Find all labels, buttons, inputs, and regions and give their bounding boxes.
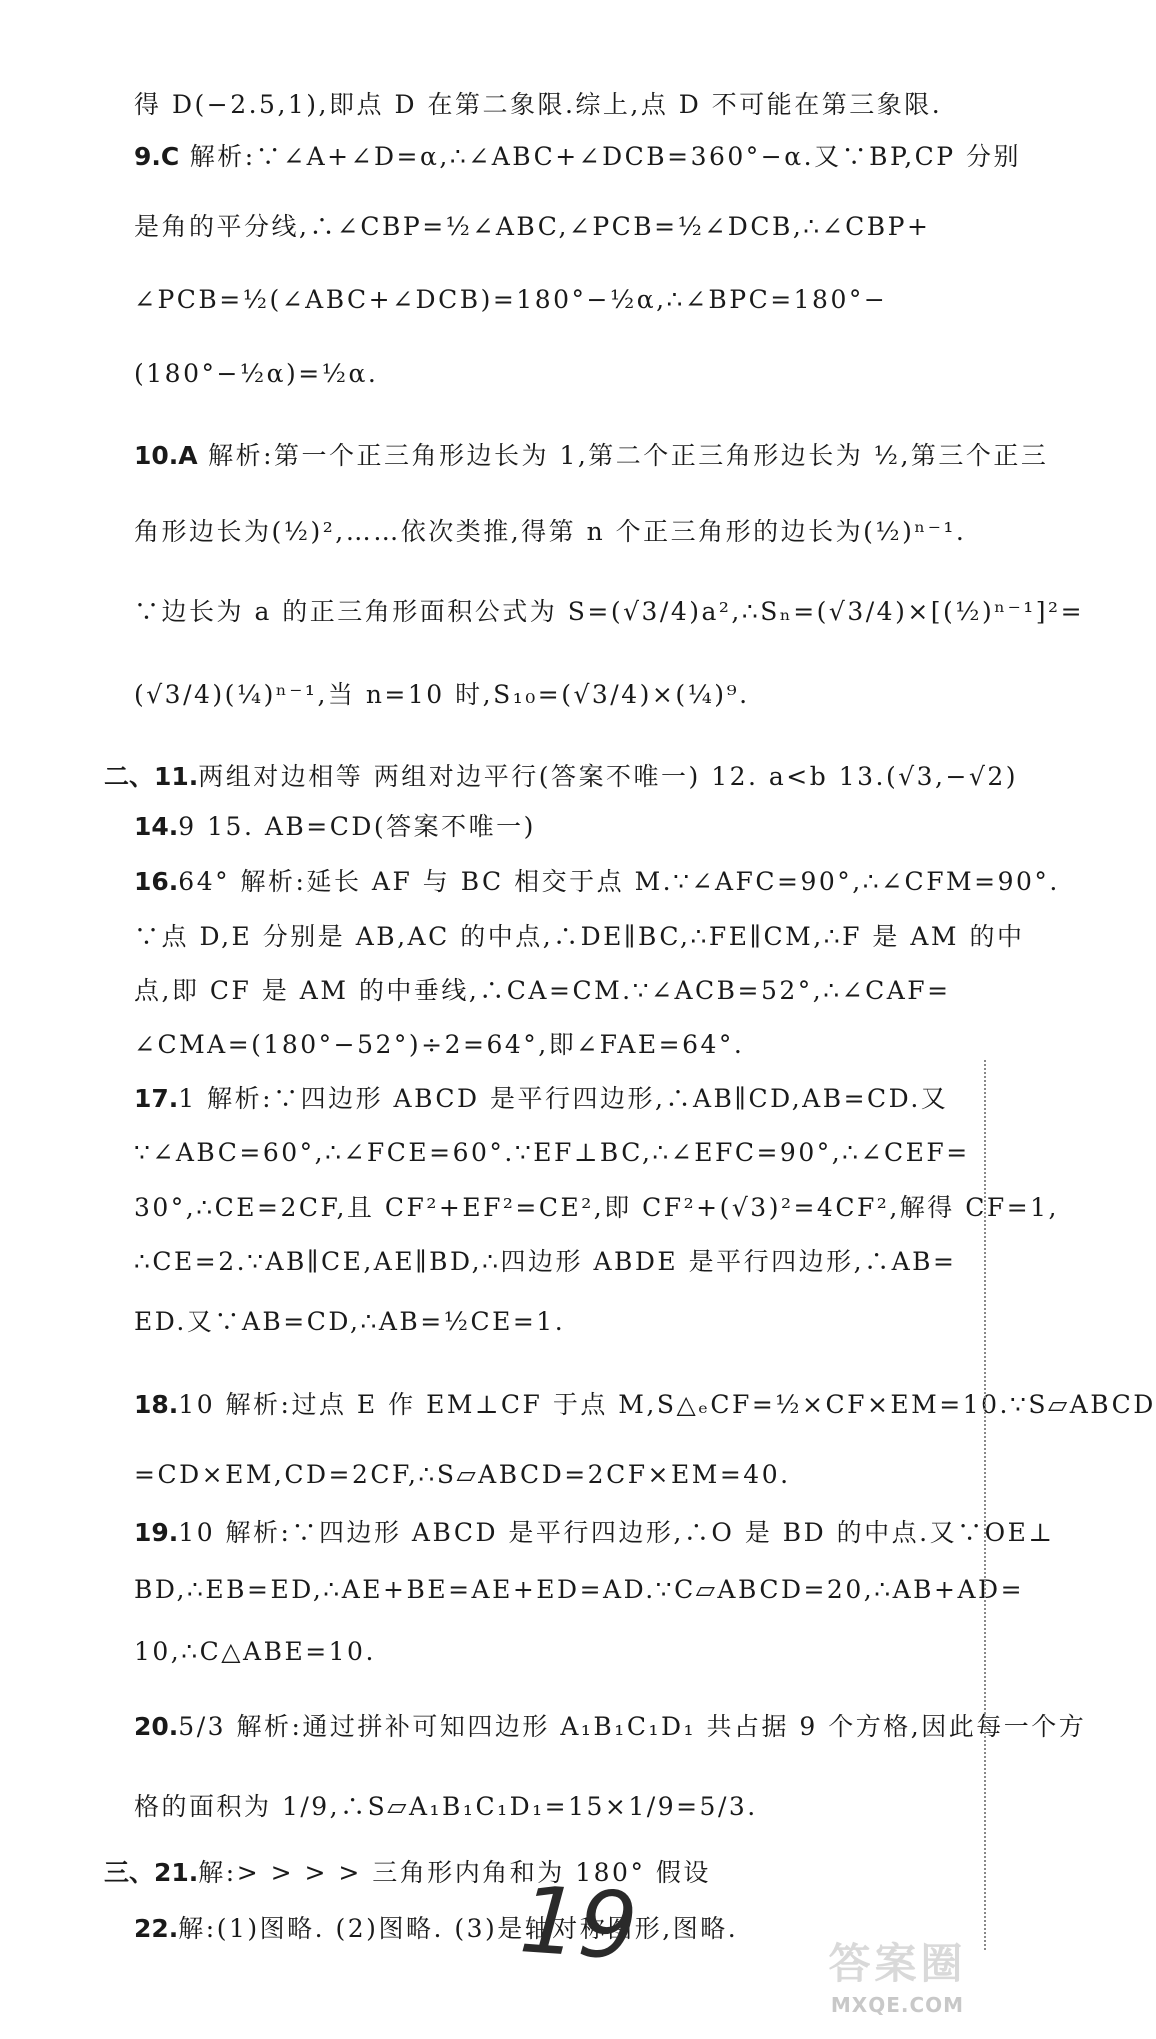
line-content: 10 解析:∵四边形 ABCD 是平行四边形,∴O 是 BD 的中点.又∵OE⊥ [178,1518,1055,1547]
text-line [0,283,1134,317]
text-line [0,760,1104,794]
text-line [0,88,1134,122]
handwritten-page-number: 19 [516,1866,641,1981]
text-line [0,1305,1134,1339]
line-content: BD,∴EB=ED,∴AE+BE=AE+ED=AD.∵C▱ABCD=20,∴AB+AD= [134,1575,1025,1604]
line-content: 10,∴C△ABE=10. [134,1637,376,1666]
text-line [0,595,1134,629]
line-content: 解析:∵∠A+∠D=α,∴∠ABC+∠DCB=360°−α.又∵BP,CP 分别 [179,142,1022,171]
text-line [0,1710,1134,1744]
question-number: 14. [134,812,179,841]
text-line [0,1191,1134,1225]
line-content: ED.又∵AB=CD,∴AB=½CE=1. [134,1307,566,1336]
question-number: 22. [134,1914,179,1943]
line-content: 9 15. AB=CD(答案不唯一) [178,812,536,841]
text-line [0,1516,1134,1550]
line-content: ∠CMA=(180°−52°)÷2=64°,即∠FAE=64°. [134,1030,745,1059]
text-line [0,1082,1134,1116]
watermark-url: MXQE.COM [830,1993,965,2017]
line-content: ∵∠ABC=60°,∴∠FCE=60°.∵EF⊥BC,∴∠EFC=90°,∴∠CEF= [134,1138,970,1167]
question-number: 三、21. [104,1858,199,1887]
text-line [0,1635,1134,1669]
text-line [0,974,1134,1008]
text-line [0,439,1134,473]
watermark-logo [805,1935,990,2035]
line-content: 1 解析:∵四边形 ABCD 是平行四边形,∴AB∥CD,AB=CD.又 [178,1084,949,1113]
text-line [0,1458,1134,1492]
question-number: 20. [134,1712,179,1741]
line-content: 解:(1)图略. (2)图略. (3)是轴对称图形,图略. [178,1914,739,1943]
text-line [0,1136,1134,1170]
text-line [0,1388,1156,1422]
line-content: =CD×EM,CD=2CF,∴S▱ABCD=2CF×EM=40. [134,1460,791,1489]
line-content: ∵边长为 a 的正三角形面积公式为 S=(√3/4)a²,∴Sₙ=(√3/4)×[(½)ⁿ⁻¹]²= [134,597,1085,626]
line-content: 解:> > > > 三角形内角和为 180° 假设 [198,1858,711,1887]
question-number: 10.A [134,441,198,470]
line-content: 点,即 CF 是 AM 的中垂线,∴CA=CM.∵∠ACB=52°,∴∠CAF= [134,976,951,1005]
text-line [0,140,1134,174]
line-content: 10 解析:过点 E 作 EM⊥CF 于点 M,S△ₑCF=½×CF×EM=10.∵S▱ABCD [178,1390,1156,1419]
text-line [0,515,1134,549]
line-content: 得 D(−2.5,1),即点 D 在第二象限.综上,点 D 不可能在第三象限. [134,90,943,119]
line-content: 30°,∴CE=2CF,且 CF²+EF²=CE²,即 CF²+(√3)²=4CF²,解得 CF=1, [134,1193,1059,1222]
question-number: 9.C [134,142,180,171]
line-content: (180°−½α)=½α. [134,359,379,388]
line-content: 5/3 解析:通过拼补可知四边形 A₁B₁C₁D₁ 共占据 9 个方格,因此每一个方 [178,1712,1087,1741]
text-line [0,210,1134,244]
text-line [0,678,1134,712]
binding-margin-rule [984,1060,986,1950]
line-content: 是角的平分线,∴∠CBP=½∠ABC,∠PCB=½∠DCB,∴∠CBP+ [134,212,931,241]
text-line [0,357,1134,391]
line-content: ∴CE=2.∵AB∥CE,AE∥BD,∴四边形 ABDE 是平行四边形,∴AB= [134,1247,957,1276]
line-content: 角形边长为(½)²,……依次类推,得第 n 个正三角形的边长为(½)ⁿ⁻¹. [134,517,967,546]
line-content: 格的面积为 1/9,∴S▱A₁B₁C₁D₁=15×1/9=5/3. [134,1792,758,1821]
text-line [0,1790,1134,1824]
line-content: (√3/4)(¼)ⁿ⁻¹,当 n=10 时,S₁₀=(√3/4)×(¼)⁹. [134,680,750,709]
line-content: 64° 解析:延长 AF 与 BC 相交于点 M.∵∠AFC=90°,∴∠CFM=90°. [178,867,1060,896]
text-line [0,920,1134,954]
text-line [0,1245,1134,1279]
text-line [0,1573,1134,1607]
watermark-title: 答案圈 [828,1939,967,1988]
text-line [0,810,1134,844]
line-content: 两组对边相等 两组对边平行(答案不唯一) 12. a<b 13.(√3,−√2) [198,762,1019,791]
line-content: ∵点 D,E 分别是 AB,AC 的中点,∴DE∥BC,∴FE∥CM,∴F 是 AM 的中 [134,922,1025,951]
line-content: 解析:第一个正三角形边长为 1,第二个正三角形边长为 ½,第三个正三 [197,441,1049,470]
question-number: 二、11. [104,762,199,791]
question-number: 19. [134,1518,179,1547]
question-number: 17. [134,1084,179,1113]
text-line [0,865,1134,899]
question-number: 18. [134,1390,179,1419]
line-content: ∠PCB=½(∠ABC+∠DCB)=180°−½α,∴∠BPC=180°− [134,285,888,314]
text-line [0,1028,1134,1062]
question-number: 16. [134,867,179,896]
